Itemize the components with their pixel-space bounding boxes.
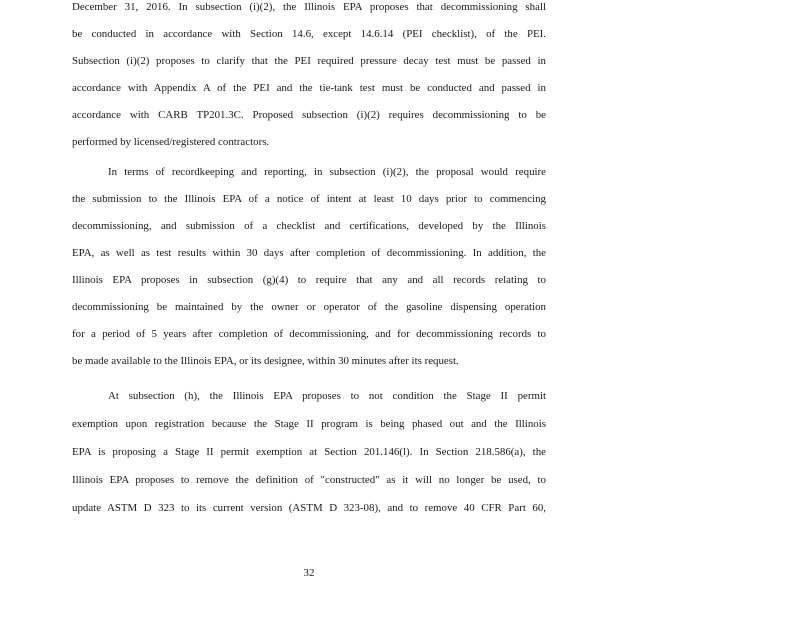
text-line: accordance with CARB TP201.3C. Proposed subsection (i)(2) requires decommissioning to be	[72, 109, 546, 121]
text-line: EPA, as well as test results within 30 days after completion of decommissioning. In addition, the	[72, 247, 546, 259]
text-line: Illinois EPA proposes in subsection (g)(4) to require that any and all records relating to	[72, 274, 546, 286]
text-line: be conducted in accordance with Section 14.6, except 14.6.14 (PEI checklist), of the PEI.	[72, 28, 546, 40]
text-line: In terms of recordkeeping and reporting, in subsection (i)(2), the proposal would require	[108, 166, 546, 178]
text-line: December 31, 2016. In subsection (i)(2), the Illinois EPA proposes that decommissioning shall	[72, 1, 546, 13]
text-line: decommissioning be maintained by the owner or operator of the gasoline dispensing operation	[72, 301, 546, 313]
text-line: be made available to the Illinois EPA, or its designee, within 30 minutes after its request.	[72, 355, 459, 367]
text-line: Illinois EPA proposes to remove the definition of "constructed" as it will no longer be used, to	[72, 474, 546, 486]
text-line: the submission to the Illinois EPA of a notice of intent at least 10 days prior to commencing	[72, 193, 546, 205]
text-line: for a period of 5 years after completion of decommissioning, and for decommissioning records to	[72, 328, 546, 340]
text-line: accordance with Appendix A of the PEI and the tie-tank test must be conducted and passed in	[72, 82, 546, 94]
text-line: exemption upon registration because the Stage II program is being phased out and the Illinois	[72, 418, 546, 430]
text-line: Subsection (i)(2) proposes to clarify that the PEI required pressure decay test must be passed in	[72, 55, 546, 67]
text-line: update ASTM D 323 to its current version (ASTM D 323-08), and to remove 40 CFR Part 60,	[72, 502, 546, 514]
text-line: performed by licensed/registered contractors.	[72, 136, 270, 148]
text-line: EPA is proposing a Stage II permit exemption at Section 201.146(l). In Section 218.586(a), the	[72, 446, 546, 458]
text-line: At subsection (h), the Illinois EPA proposes to not condition the Stage II permit	[108, 390, 546, 402]
text-line: decommissioning, and submission of a checklist and certifications, developed by the Illinois	[72, 220, 546, 232]
page-number: 32	[303, 567, 315, 579]
